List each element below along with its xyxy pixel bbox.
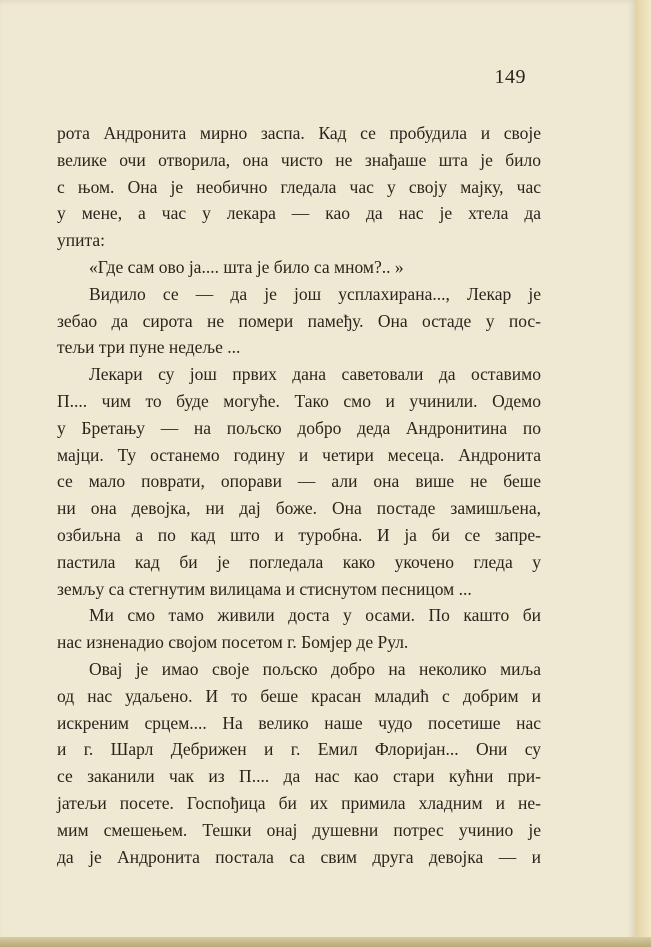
- page-number: 149: [494, 66, 526, 88]
- text-line: се мало поврати, опорави — али она више не беше: [57, 471, 541, 492]
- text-line: пастила кад би је погледала како укочено гледа у: [57, 551, 541, 572]
- text-line: да је Андронита постала са свим друга девојка — и: [57, 846, 541, 867]
- text-line: од нас удаљено. И то беше красан младић с добрим и: [57, 685, 541, 706]
- text-line: с њом. Она је необично гледала час у своју мајку, час: [57, 176, 541, 197]
- text-line: се заканили чак из П.... да нас као стари кућни при-: [57, 766, 541, 787]
- text-line: и г. Шарл Дебрижен и г. Емил Флоријан... Они су: [57, 739, 541, 760]
- text-line: озбиљна а по кад што и туробна. И ја би се запре-: [57, 524, 541, 545]
- text-line: «Где сам ово ја.... шта је било са мном?.. »: [89, 256, 404, 277]
- text-line: Лекари су још првих дана саветовали да оставимо: [89, 364, 541, 385]
- text-line: у Бретању — на пољско добро деда Андронитина по: [57, 417, 541, 438]
- text-line: у мене, а час у лекара — као да нас је хтела да: [57, 203, 541, 224]
- text-line: велике очи отворила, она чисто не знађаше шта је било: [57, 149, 541, 170]
- text-line: П.... чим то буде могуће. Тако смо и учинили. Одемо: [57, 390, 541, 411]
- text-line: искреним срцем.... На велико наше чудо посетише нас: [57, 712, 541, 733]
- text-line: мајци. Ту останемо годину и четири месеца. Андронита: [57, 444, 541, 465]
- text-line: рота Андронита мирно заспа. Кад се пробудила и своје: [57, 123, 541, 143]
- page-edge-right: [636, 0, 651, 947]
- page-edge-bottom: [0, 937, 651, 947]
- text-line: мим смешењем. Тешки онај душевни потрес учинио је: [57, 819, 541, 840]
- text-line: упита:: [57, 230, 105, 251]
- text-line: јатељи посете. Госпођица би их примила хладним и не-: [57, 792, 541, 813]
- body-text: [57, 120, 541, 870]
- text-line: Ми смо тамо живили доста у осами. По каштo би: [89, 605, 541, 626]
- text-line: нас изненадио својом посетом г. Бомјер де Рул.: [57, 632, 409, 653]
- text-line: ни она девојка, ни дај боже. Она постаде замишљена,: [57, 498, 541, 519]
- text-line: земљу са стегнутим вилицама и стиснутом песницом ...: [57, 578, 472, 599]
- text-line: тељи три пуне недеље ...: [57, 337, 241, 358]
- text-line: зебао да сирота не помери памеђу. Она остаде у пос-: [57, 310, 541, 331]
- text-line: Овај је имао своје пољско добро на неколико миља: [89, 658, 541, 679]
- text-line: Видило се — да је још усплахирана..., Лекар је: [89, 283, 541, 304]
